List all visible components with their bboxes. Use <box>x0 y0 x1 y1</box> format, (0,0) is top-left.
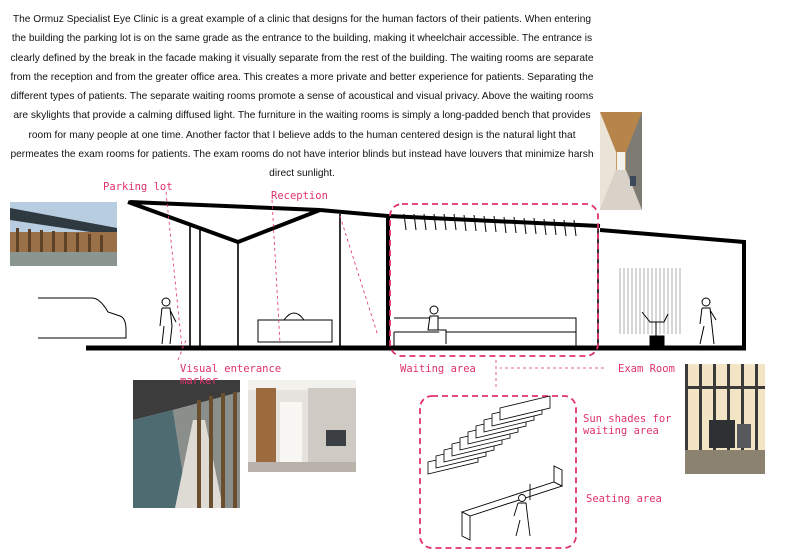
label-reception: Reception <box>271 190 328 202</box>
reception-desk <box>258 313 332 342</box>
label-visual-entrance-marker: Visual enterance marker <box>180 363 282 387</box>
seating-detail <box>462 466 562 540</box>
car-outline <box>38 298 126 338</box>
label-parking-lot: Parking lot <box>103 181 173 193</box>
label-sun-shades: Sun shades for waiting area <box>583 413 672 437</box>
waiting-area-highlight <box>390 204 598 356</box>
entrance-roof <box>128 202 320 242</box>
label-exam-room: Exam Room <box>618 363 675 375</box>
label-waiting-area: Waiting area <box>400 363 476 375</box>
person-figure <box>428 306 446 344</box>
sun-shade-detail <box>428 396 550 474</box>
waiting-bench <box>394 318 576 346</box>
exam-room-louvers <box>620 268 680 334</box>
label-seating-area: Seating area <box>586 493 662 505</box>
person-figure <box>700 298 716 344</box>
description-paragraph: The Ormuz Specialist Eye Clinic is a great example of a clinic that designs for the human factors of their patients. When entering the building the parking lot is on the same grade as the entrance to the building, making it wheelchair accessible. The entrance is clearly defined by the break in the facade making it visually separate from the rest of the building. The waiting rooms are separate from the reception and from the greater office area. This creates a more private and better experience for patients. Separating the different types of patients. The separate waiting rooms promote a sense of acoustical and visual privacy. Above the waiting rooms are skylights that provide a calming diffused light. The furniture in the waiting rooms is simply a long-padded bench that provides room for many people at one time. Another factor that I believe adds to the human centered design is the natural light that permeates the exam rooms for patients. The exam rooms do not have interior blinds but instead have louvers that minimize harsh direct sunlight. <box>10 14 594 180</box>
person-figure <box>160 298 176 344</box>
